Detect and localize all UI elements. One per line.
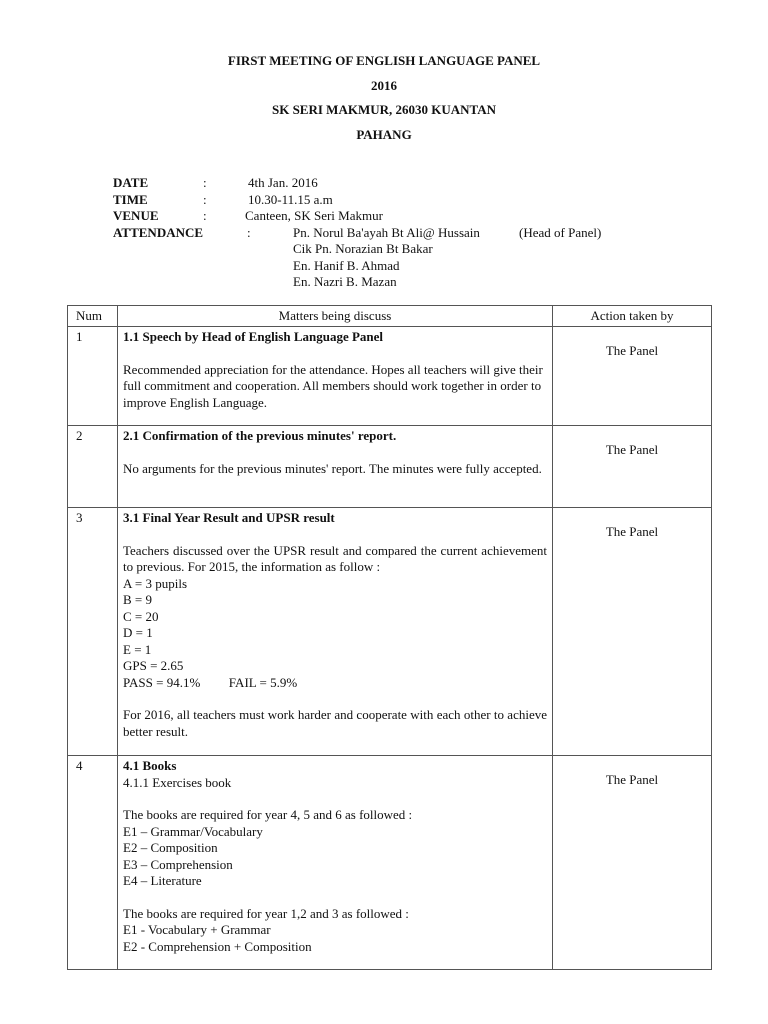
row-action xyxy=(553,426,712,508)
table-row xyxy=(68,327,712,426)
row-body: Teachers discussed over the UPSR result and compared the current achievement to previous. For 2015, the information as follow : xyxy=(123,542,547,574)
row-action xyxy=(553,756,712,970)
header-num: Num xyxy=(68,306,118,327)
result-fail: FAIL = 5.9% xyxy=(228,674,298,690)
row-matters xyxy=(118,508,553,756)
book-e4-upper: E4 – Literature xyxy=(123,873,202,888)
pass-fail-line xyxy=(123,675,547,692)
meeting-info xyxy=(0,0,768,300)
result-gps: GPS = 2.65 xyxy=(123,658,184,673)
row-num: 4 xyxy=(68,756,118,970)
venue-value: Canteen, SK Seri Makmur xyxy=(245,208,383,223)
venue-colon: : xyxy=(203,208,207,223)
result-b: B = 9 xyxy=(123,592,153,607)
attendee-3: En. Hanif B. Ahmad xyxy=(293,258,400,273)
header-matters: Matters being discuss xyxy=(118,306,553,327)
action-label: The Panel xyxy=(605,343,659,358)
table-row xyxy=(68,508,712,756)
time-value: 10.30-11.15 a.m xyxy=(248,192,333,207)
time-label: TIME xyxy=(113,192,148,207)
date-value: 4th Jan. 2016 xyxy=(248,175,318,190)
minutes-table xyxy=(67,305,712,970)
result-e: E = 1 xyxy=(123,641,152,657)
row-matters xyxy=(118,426,553,508)
attendance-label: ATTENDANCE xyxy=(113,225,204,240)
books-intro-upper: The books are required for year 4, 5 and 6 as followed : xyxy=(123,807,413,822)
row-subheading: 4.1.1 Exercises book xyxy=(123,774,232,790)
head-of-panel-note: (Head of Panel) xyxy=(519,225,602,240)
row-num: 3 xyxy=(68,508,118,756)
doc-title-state: PAHANG xyxy=(356,127,412,142)
attendance-colon: : xyxy=(247,225,251,240)
book-e1-lower: E1 - Vocabulary + Grammar xyxy=(123,922,271,937)
row-body: Recommended appreciation for the attendance. Hopes all teachers will give their full commitment and cooperation. All members should work together in order to improve English Language. xyxy=(123,361,543,410)
doc-title-year: 2016 xyxy=(371,78,397,93)
attendee-4: En. Nazri B. Mazan xyxy=(293,274,397,289)
result-d: D = 1 xyxy=(123,625,153,640)
book-e1-upper: E1 – Grammar/Vocabulary xyxy=(123,823,263,839)
table-row xyxy=(68,756,712,970)
row-matters xyxy=(118,756,553,970)
row-num: 1 xyxy=(68,327,118,426)
attendee-2: Cik Pn. Norazian Bt Bakar xyxy=(293,241,433,256)
row-action xyxy=(553,327,712,426)
row-action xyxy=(553,508,712,756)
table-header-row xyxy=(68,306,712,327)
result-pass: PASS = 94.1% xyxy=(123,674,201,690)
doc-title-line-1: FIRST MEETING OF ENGLISH LANGUAGE PANEL xyxy=(227,53,541,68)
book-e2-upper: E2 – Composition xyxy=(123,840,218,855)
row-closing: For 2016, all teachers must work harder and cooperate with each other to achieve better result. xyxy=(123,707,547,739)
result-c: C = 20 xyxy=(123,608,159,624)
attendee-1: Pn. Norul Ba'ayah Bt Ali@ Hussain xyxy=(293,225,480,240)
action-label: The Panel xyxy=(605,524,659,539)
row-heading: 4.1 Books xyxy=(123,758,177,773)
row-heading: 2.1 Confirmation of the previous minutes' report. xyxy=(123,428,397,443)
header-action: Action taken by xyxy=(553,306,712,327)
row-heading: 3.1 Final Year Result and UPSR result xyxy=(123,510,335,525)
result-a: A = 3 pupils xyxy=(123,575,188,591)
book-e2-lower: E2 - Comprehension + Composition xyxy=(123,938,312,954)
date-colon: : xyxy=(203,175,207,190)
row-num: 2 xyxy=(68,426,118,508)
row-heading: 1.1 Speech by Head of English Language Panel xyxy=(123,329,384,344)
time-colon: : xyxy=(203,192,207,207)
table-row xyxy=(68,426,712,508)
books-intro-lower: The books are required for year 1,2 and 3 as followed : xyxy=(123,905,409,921)
action-label: The Panel xyxy=(605,442,659,457)
date-label: DATE xyxy=(113,175,149,190)
row-body: No arguments for the previous minutes' report. The minutes were fully accepted. xyxy=(123,460,542,476)
action-label: The Panel xyxy=(605,772,659,787)
row-matters xyxy=(118,327,553,426)
book-e3-upper: E3 – Comprehension xyxy=(123,856,233,872)
venue-label: VENUE xyxy=(113,208,159,223)
doc-title-school: SK SERI MAKMUR, 26030 KUANTAN xyxy=(271,102,496,117)
